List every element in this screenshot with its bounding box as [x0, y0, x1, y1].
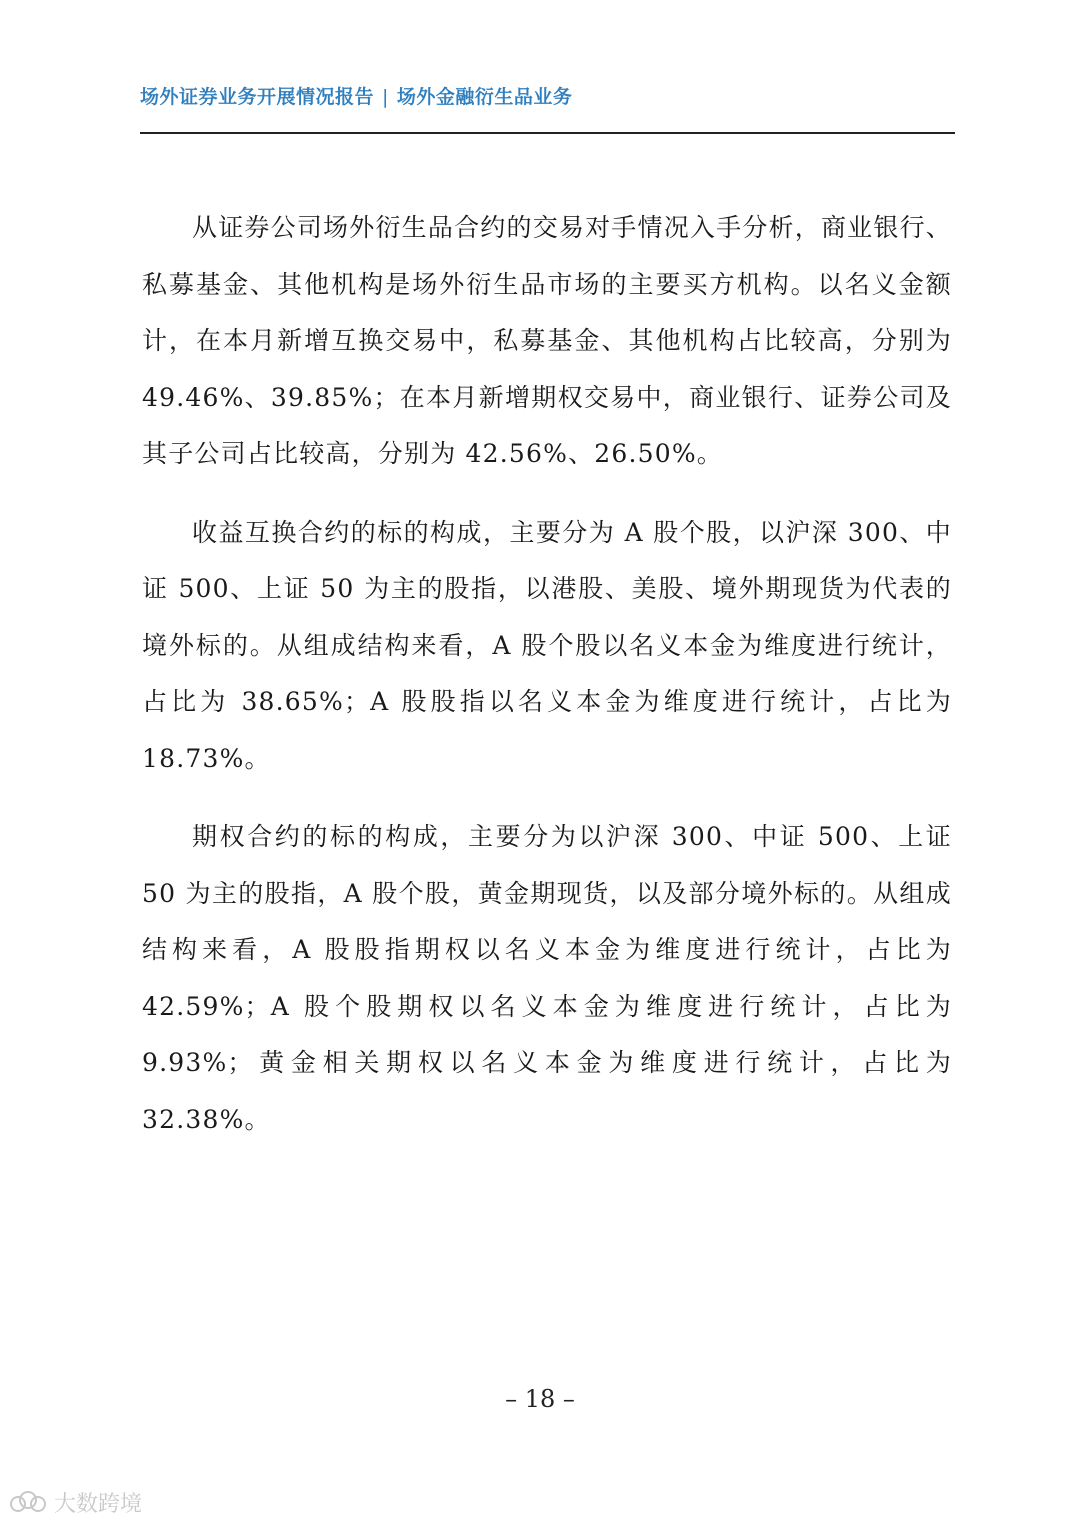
- body-text: [142, 200, 952, 1170]
- header-right-title: 场外金融衍生品业务: [396, 86, 573, 108]
- page-header: [140, 78, 955, 134]
- header-separator: |: [382, 86, 389, 108]
- header-title: [140, 82, 572, 109]
- watermark: [8, 1487, 142, 1517]
- header-left-title: 场外证券业务开展情况报告: [140, 86, 375, 108]
- paragraph-counterparties: 从证券公司场外衍生品合约的交易对手情况入手分析，商业银行、私募基金、其他机构是场外衍生品市场的主要买方机构。以名义金额计，在本月新增互换交易中，私募基金、其他机构占比较高，分别为 49.46%、39.85%；在本月新增期权交易中，商业银行、证券公司及其子公司占比较高，分别为 42.56%、26.50%。: [142, 213, 952, 468]
- cloud-logo-icon: [8, 1489, 48, 1515]
- page-number: – 18 –: [505, 1385, 575, 1413]
- paragraph-option-underlying: 期权合约的标的构成，主要分为以沪深 300、中证 500、上证 50 为主的股指，A 股个股，黄金期现货，以及部分境外标的。从组成结构来看，A 股股指期权以名义本金为维度进行统计，占比为 42.59%；A 股个股期权以名义本金为维度进行统计，占比为 9.93%；黄金相关期权以名义本金为维度进行统计，占比为 32.38%。: [142, 822, 952, 1134]
- paragraph-swap-underlying: 收益互换合约的标的构成，主要分为 A 股个股，以沪深 300、中证 500、上证 50 为主的股指，以港股、美股、境外期现货为代表的境外标的。从组成结构来看，A 股个股以名义本金为维度进行统计，占比为 38.65%；A 股股指以名义本金为维度进行统计，占比为 18.73%。: [142, 517, 952, 773]
- watermark-text: 大数跨境: [54, 1491, 143, 1517]
